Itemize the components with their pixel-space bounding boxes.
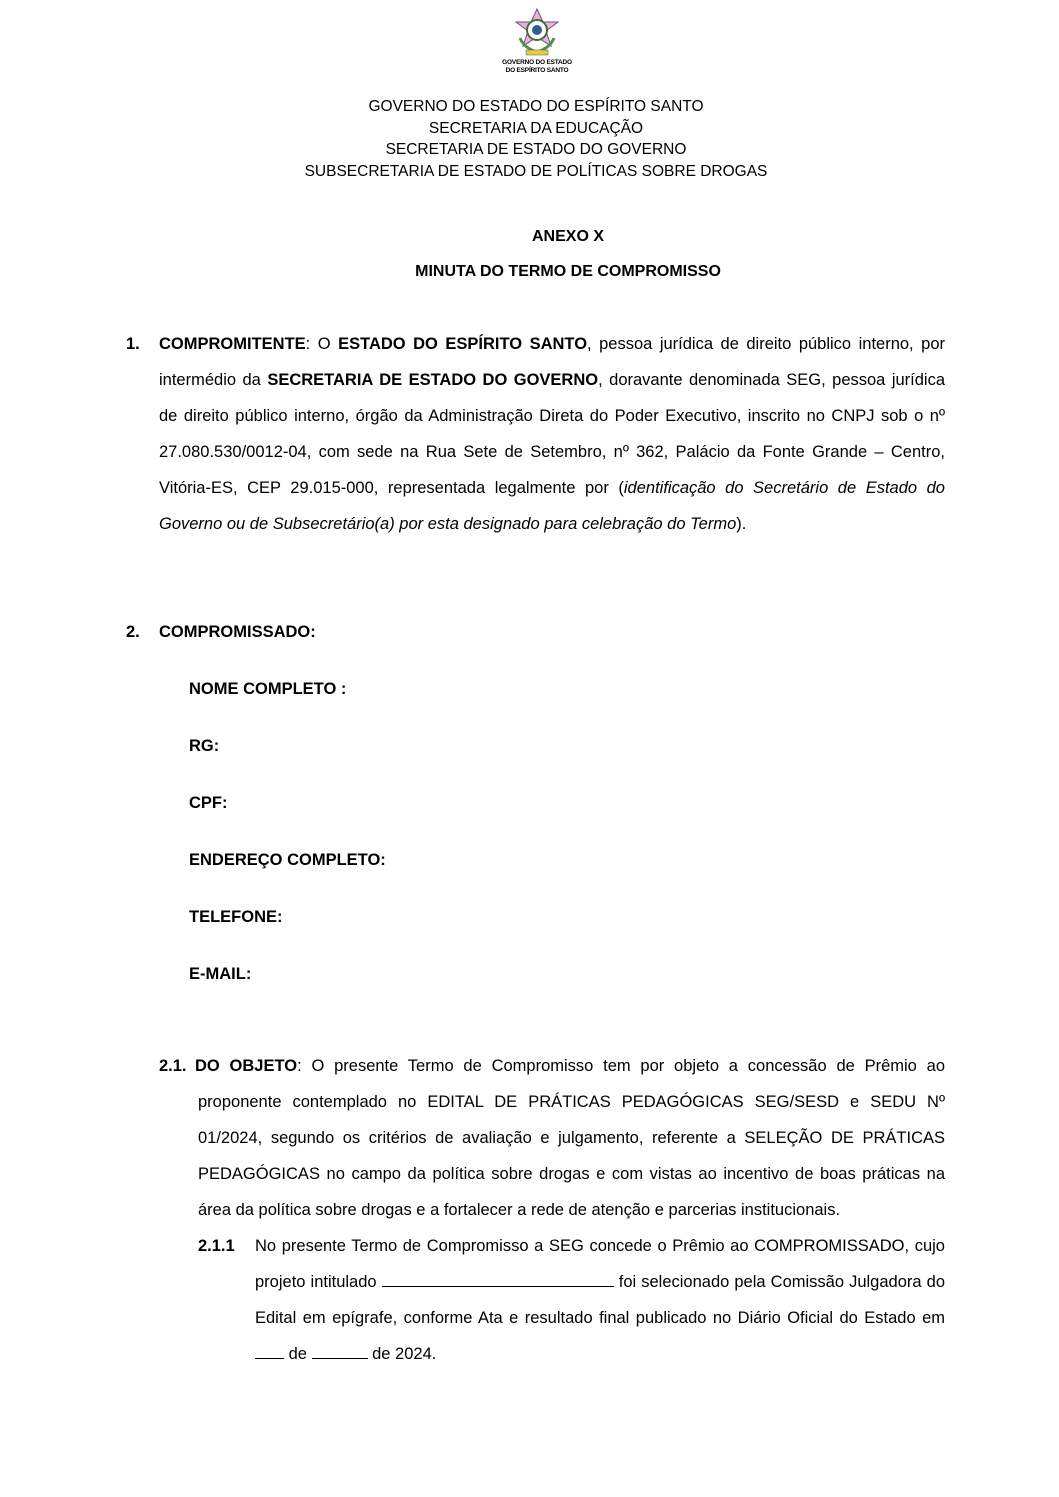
do-objeto-label: DO OBJETO (195, 1057, 298, 1075)
field-email: E-MAIL: (189, 965, 252, 983)
section-2-1-paragraph (195, 1048, 945, 1228)
section-2-number: 2. (126, 623, 140, 641)
field-endereco: ENDEREÇO COMPLETO: (189, 851, 386, 869)
s1-text-2: , pessoa jurídica de direito público interno, por intermédio da (159, 335, 945, 389)
seal-caption-2: DO ESPÍRITO SANTO (505, 67, 569, 74)
s211-text-3: de (284, 1345, 312, 1363)
document-header (0, 96, 1059, 182)
section-2-1-1-number: 2.1.1 (198, 1237, 235, 1255)
day-blank[interactable] (255, 1344, 284, 1359)
header-line-4: SUBSECRETARIA DE ESTADO DE POLÍTICAS SOBRE DROGAS (304, 162, 768, 180)
header-line-1: GOVERNO DO ESTADO DO ESPÍRITO SANTO (368, 98, 704, 115)
s21-text: : O presente Termo de Compromisso tem por objeto a concessão de Prêmio ao proponente contemplado no EDITAL DE PRÁTICAS PEDAGÓGICAS SEG/SESD e SEDU Nº 01/2024, segundo os critérios de avaliação e julgamento, referente a SELEÇÃO DE PRÁTICAS PEDAGÓGICAS no campo da política sobre drogas e com vistas ao incentivo de boas práticas na área da política sobre drogas e a fortalecer a rede de atenção e parcerias institucionais. (198, 1057, 945, 1219)
field-nome-completo: NOME COMPLETO : (189, 680, 347, 698)
s1-text-3: , doravante denominada SEG, pessoa jurídica de direito público interno, órgão da Administração Direta do Poder Executivo, inscrito no CNPJ sob o nº 27.080.530/0012-04, com sede na Rua Sete de Setembro, nº 362, Palácio da Fonte Grande – Centro, Vitória-ES, CEP 29.015-000, representada legalmente por ( (159, 371, 946, 497)
field-telefone: TELEFONE: (189, 908, 283, 926)
s211-text-4: de 2024. (367, 1345, 437, 1363)
s211-text-2: foi selecionado pela Comissão Julgadora do Edital em epígrafe, conforme Ata e resultado final publicado no Diário Oficial do Estado em (255, 1273, 945, 1327)
compromitente-label: COMPROMITENTE (159, 335, 306, 353)
section-1-number: 1. (126, 335, 140, 353)
s1-italic-1: identificação do Secretário de Estado do Governo ou de Subsecretário(a) por esta designado para celebração do Termo (159, 479, 945, 533)
project-title-blank[interactable] (382, 1272, 614, 1287)
s1-bold-1: ESTADO DO ESPÍRITO SANTO (338, 335, 588, 353)
compromissado-label: COMPROMISSADO: (159, 623, 316, 641)
coat-of-arms-icon (514, 8, 560, 58)
state-seal (497, 8, 577, 80)
header-line-3: SECRETARIA DE ESTADO DO GOVERNO (385, 141, 687, 158)
section-1-paragraph (159, 326, 945, 542)
s1-text-4: ). (736, 515, 747, 533)
header-line-2: SECRETARIA DA EDUCAÇÃO (428, 119, 644, 137)
annex-title: ANEXO X (531, 228, 604, 245)
field-cpf: CPF: (189, 794, 228, 812)
s1-bold-2: SECRETARIA DE ESTADO DO GOVERNO (267, 371, 599, 389)
field-rg: RG: (189, 737, 220, 755)
s211-text-1: No presente Termo de Compromisso a SEG concede o Prêmio ao COMPROMISSADO, cujo projeto intitulado (255, 1237, 945, 1291)
month-blank[interactable] (312, 1344, 368, 1359)
annex-subtitle: MINUTA DO TERMO DE COMPROMISSO (415, 263, 721, 280)
s1-text-1: : O (305, 335, 339, 353)
section-2-1-number: 2.1. (159, 1057, 187, 1075)
section-2-1-1-paragraph (255, 1228, 945, 1372)
seal-caption-1: GOVERNO DO ESTADO (502, 59, 572, 66)
